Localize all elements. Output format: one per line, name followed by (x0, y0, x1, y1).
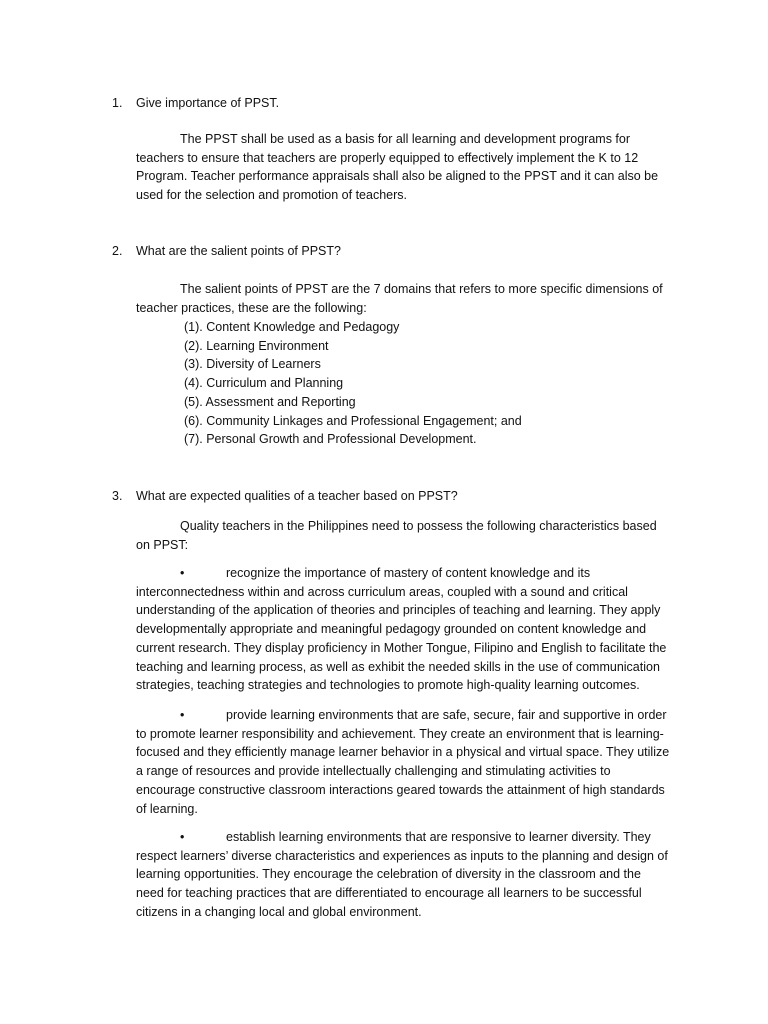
domains-list (184, 318, 522, 449)
question-1-text: Give importance of PPST. (136, 96, 280, 110)
quality-bullet-3 (136, 828, 672, 922)
domain-item: (3). Diversity of Learners (184, 357, 321, 372)
question-3 (112, 487, 458, 506)
domain-item: (1). Content Knowledge and Pedagogy (184, 320, 400, 334)
question-1-number: 1. (112, 96, 123, 110)
bullet-icon: • (180, 566, 185, 580)
domain-item: (6). Community Linkages and Professional Engagement; and (184, 413, 522, 428)
question-2-number: 2. (112, 244, 123, 258)
quality-bullet-2 (136, 706, 672, 818)
bullet-text: recognize the importance of mastery of content knowledge and its interconnectedness within and across curriculum areas, coupled with a sound and critical understanding of the application of theories and principles of teaching and learning. They apply developmentally appropriate and meaningful pedagogy grounded on content knowledge and current research. They display proficiency in Mother Tongue, Filipino and English to facilitate the teaching and learning process, as well as exhibit the needed skills in the use of communication strategies, teaching strategies and technologies to promote high-quality learning outcomes. (136, 566, 667, 693)
answer-2: The salient points of PPST are the 7 domains that refers to more specific dimensions of teacher practices, these are the following: (136, 282, 663, 315)
domain-item: (2). Learning Environment (184, 338, 329, 353)
bullet-text: establish learning environments that are responsive to learner diversity. They respect learners’ diverse characteristics and experiences as inputs to the planning and design of learning opportunities. They encourage the celebration of diversity in the classroom and the need for teaching practices that are differentiated to encourage all learners to be successful citizens in a changing local and global environment. (136, 830, 668, 919)
domain-item: (5). Assessment and Reporting (184, 394, 356, 409)
bullet-text: provide learning environments that are safe, secure, fair and supportive in order to promote learner responsibility and achievement. They create an environment that is learning-focused and they efficiently manage learner behavior in a physical and virtual space. They utilize a range of resources and provide intellectually challenging and stimulating activities to encourage constructive classroom interactions geared towards the attainment of high standards of learning. (136, 708, 670, 816)
bullet-icon: • (180, 708, 185, 722)
question-2-text: What are the salient points of PPST? (136, 244, 341, 258)
answer-3: Quality teachers in the Philippines need to possess the following characteristics based on PPST: (136, 519, 657, 552)
answer-1: The PPST shall be used as a basis for all learning and development programs for teachers to ensure that teachers are properly equipped to effectively implement the K to 12 Program. Teacher performance appraisals shall also be aligned to the PPST and it can also be used for the selection and promotion of teachers. (136, 132, 659, 203)
domain-item: (4). Curriculum and Planning (184, 376, 344, 391)
domain-item: (7). Personal Growth and Professional Development. (184, 432, 477, 447)
bullet-icon: • (180, 830, 185, 844)
quality-bullet-1 (136, 564, 672, 695)
question-2 (112, 242, 341, 261)
question-3-text: What are expected qualities of a teacher based on PPST? (136, 489, 458, 503)
question-1 (112, 94, 279, 113)
question-3-number: 3. (112, 489, 123, 503)
